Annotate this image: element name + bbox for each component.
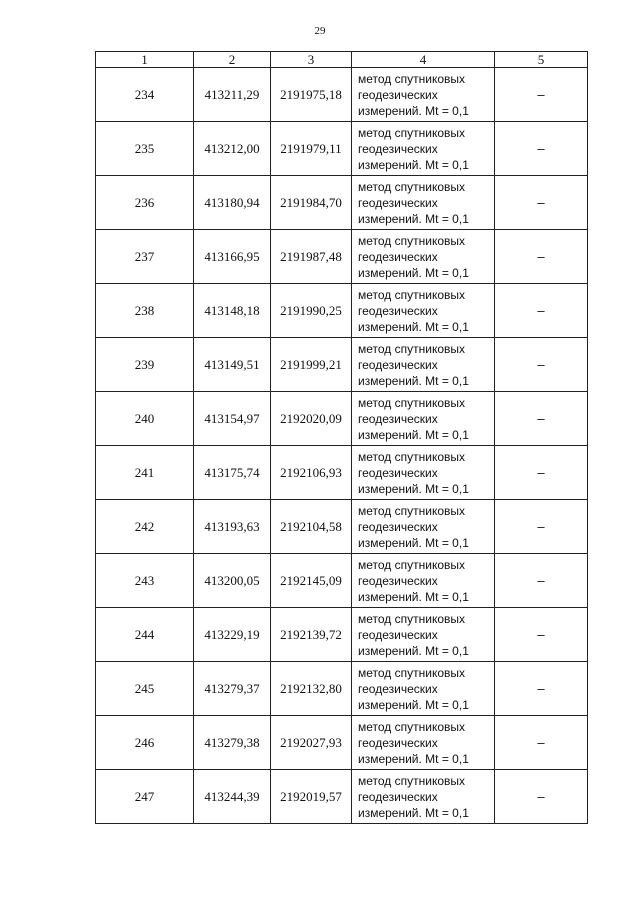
method-text-line: измерений. Mt = 0,1	[358, 643, 469, 658]
note-cell: –	[495, 500, 588, 554]
table-row	[96, 662, 588, 716]
x-coordinate-cell: 413244,39	[194, 770, 271, 824]
note-cell: –	[495, 446, 588, 500]
note-cell: –	[495, 770, 588, 824]
table-row	[96, 608, 588, 662]
method-text-line: измерений. Mt = 0,1	[358, 751, 469, 766]
method-text-line: метод спутниковых	[358, 719, 466, 734]
method-text-line: метод спутниковых	[358, 503, 466, 518]
x-coordinate-cell: 413279,37	[194, 662, 271, 716]
table-row	[96, 176, 588, 230]
method-text-line: метод спутниковых	[358, 611, 466, 626]
point-number-cell: 245	[96, 662, 194, 716]
x-coordinate-cell: 413193,63	[194, 500, 271, 554]
y-coordinate-cell: 2192104,58	[271, 500, 352, 554]
x-coordinate-cell: 413200,05	[194, 554, 271, 608]
note-cell: –	[495, 554, 588, 608]
header-cell: 1	[96, 52, 194, 68]
note-cell: –	[495, 392, 588, 446]
point-number-cell: 243	[96, 554, 194, 608]
method-cell	[352, 446, 495, 500]
table-row	[96, 338, 588, 392]
method-text-line: геодезических	[358, 303, 438, 318]
table-row	[96, 284, 588, 338]
method-cell	[352, 770, 495, 824]
y-coordinate-cell: 2191984,70	[271, 176, 352, 230]
method-text-line: измерений. Mt = 0,1	[358, 211, 469, 226]
y-coordinate-cell: 2192019,57	[271, 770, 352, 824]
point-number-cell: 235	[96, 122, 194, 176]
method-cell	[352, 230, 495, 284]
method-text-line: метод спутниковых	[358, 449, 466, 464]
method-text-line: геодезических	[358, 627, 438, 642]
point-number-cell: 237	[96, 230, 194, 284]
method-text-line: измерений. Mt = 0,1	[358, 103, 469, 118]
note-cell: –	[495, 716, 588, 770]
method-text-line: измерений. Mt = 0,1	[358, 481, 469, 496]
note-cell: –	[495, 284, 588, 338]
table-row	[96, 554, 588, 608]
x-coordinate-cell: 413148,18	[194, 284, 271, 338]
header-cell: 2	[194, 52, 271, 68]
method-cell	[352, 284, 495, 338]
y-coordinate-cell: 2192106,93	[271, 446, 352, 500]
y-coordinate-cell: 2191975,18	[271, 68, 352, 122]
table-row	[96, 122, 588, 176]
y-coordinate-cell: 2191990,25	[271, 284, 352, 338]
header-cell: 3	[271, 52, 352, 68]
method-text-line: измерений. Mt = 0,1	[358, 535, 469, 550]
method-text-line: измерений. Mt = 0,1	[358, 157, 469, 172]
table-row	[96, 230, 588, 284]
method-text-line: измерений. Mt = 0,1	[358, 589, 469, 604]
method-text-line: измерений. Mt = 0,1	[358, 265, 469, 280]
table-row	[96, 716, 588, 770]
header-cell: 4	[352, 52, 495, 68]
point-number-cell: 241	[96, 446, 194, 500]
y-coordinate-cell: 2191999,21	[271, 338, 352, 392]
point-number-cell: 238	[96, 284, 194, 338]
method-text-line: геодезических	[358, 573, 438, 588]
header-row	[96, 52, 588, 68]
x-coordinate-cell: 413229,19	[194, 608, 271, 662]
coordinates-table	[95, 51, 588, 824]
x-coordinate-cell: 413166,95	[194, 230, 271, 284]
note-cell: –	[495, 122, 588, 176]
method-cell	[352, 716, 495, 770]
method-text-line: измерений. Mt = 0,1	[358, 373, 469, 388]
x-coordinate-cell: 413154,97	[194, 392, 271, 446]
note-cell: –	[495, 338, 588, 392]
x-coordinate-cell: 413279,38	[194, 716, 271, 770]
note-cell: –	[495, 68, 588, 122]
method-text-line: метод спутниковых	[358, 773, 466, 788]
method-cell	[352, 392, 495, 446]
table-body	[96, 68, 588, 824]
table-row	[96, 68, 588, 122]
method-text-line: метод спутниковых	[358, 71, 466, 86]
method-cell	[352, 338, 495, 392]
method-text-line: геодезических	[358, 357, 438, 372]
method-text-line: геодезических	[358, 411, 438, 426]
method-text-line: измерений. Mt = 0,1	[358, 427, 469, 442]
y-coordinate-cell: 2192145,09	[271, 554, 352, 608]
y-coordinate-cell: 2191979,11	[271, 122, 352, 176]
point-number-cell: 240	[96, 392, 194, 446]
method-cell	[352, 176, 495, 230]
method-text-line: метод спутниковых	[358, 233, 466, 248]
method-text-line: геодезических	[358, 249, 438, 264]
point-number-cell: 236	[96, 176, 194, 230]
note-cell: –	[495, 230, 588, 284]
method-text-line: геодезических	[358, 141, 438, 156]
point-number-cell: 244	[96, 608, 194, 662]
method-text-line: геодезических	[358, 519, 438, 534]
note-cell: –	[495, 608, 588, 662]
method-text-line: метод спутниковых	[358, 557, 466, 572]
point-number-cell: 239	[96, 338, 194, 392]
x-coordinate-cell: 413212,00	[194, 122, 271, 176]
point-number-cell: 247	[96, 770, 194, 824]
method-text-line: геодезических	[358, 789, 438, 804]
method-text-line: геодезических	[358, 465, 438, 480]
header-cell: 5	[495, 52, 588, 68]
method-text-line: геодезических	[358, 681, 438, 696]
method-text-line: метод спутниковых	[358, 179, 466, 194]
method-text-line: измерений. Mt = 0,1	[358, 697, 469, 712]
x-coordinate-cell: 413149,51	[194, 338, 271, 392]
method-text-line: метод спутниковых	[358, 125, 466, 140]
x-coordinate-cell: 413180,94	[194, 176, 271, 230]
y-coordinate-cell: 2192027,93	[271, 716, 352, 770]
point-number-cell: 234	[96, 68, 194, 122]
method-text-line: метод спутниковых	[358, 395, 466, 410]
point-number-cell: 246	[96, 716, 194, 770]
x-coordinate-cell: 413211,29	[194, 68, 271, 122]
y-coordinate-cell: 2191987,48	[271, 230, 352, 284]
method-cell	[352, 662, 495, 716]
method-text-line: метод спутниковых	[358, 665, 466, 680]
method-text-line: измерений. Mt = 0,1	[358, 805, 469, 820]
method-text-line: измерений. Mt = 0,1	[358, 319, 469, 334]
method-cell	[352, 608, 495, 662]
point-number-cell: 242	[96, 500, 194, 554]
method-cell	[352, 68, 495, 122]
note-cell: –	[495, 662, 588, 716]
page-number: 29	[314, 25, 326, 37]
method-text-line: геодезических	[358, 735, 438, 750]
method-text-line: метод спутниковых	[358, 341, 466, 356]
method-cell	[352, 122, 495, 176]
table-row	[96, 500, 588, 554]
table-row	[96, 392, 588, 446]
method-text-line: геодезических	[358, 87, 438, 102]
x-coordinate-cell: 413175,74	[194, 446, 271, 500]
table-row	[96, 446, 588, 500]
note-cell: –	[495, 176, 588, 230]
method-cell	[352, 500, 495, 554]
y-coordinate-cell: 2192132,80	[271, 662, 352, 716]
method-cell	[352, 554, 495, 608]
y-coordinate-cell: 2192139,72	[271, 608, 352, 662]
method-text-line: метод спутниковых	[358, 287, 466, 302]
y-coordinate-cell: 2192020,09	[271, 392, 352, 446]
table-row	[96, 770, 588, 824]
method-text-line: геодезических	[358, 195, 438, 210]
